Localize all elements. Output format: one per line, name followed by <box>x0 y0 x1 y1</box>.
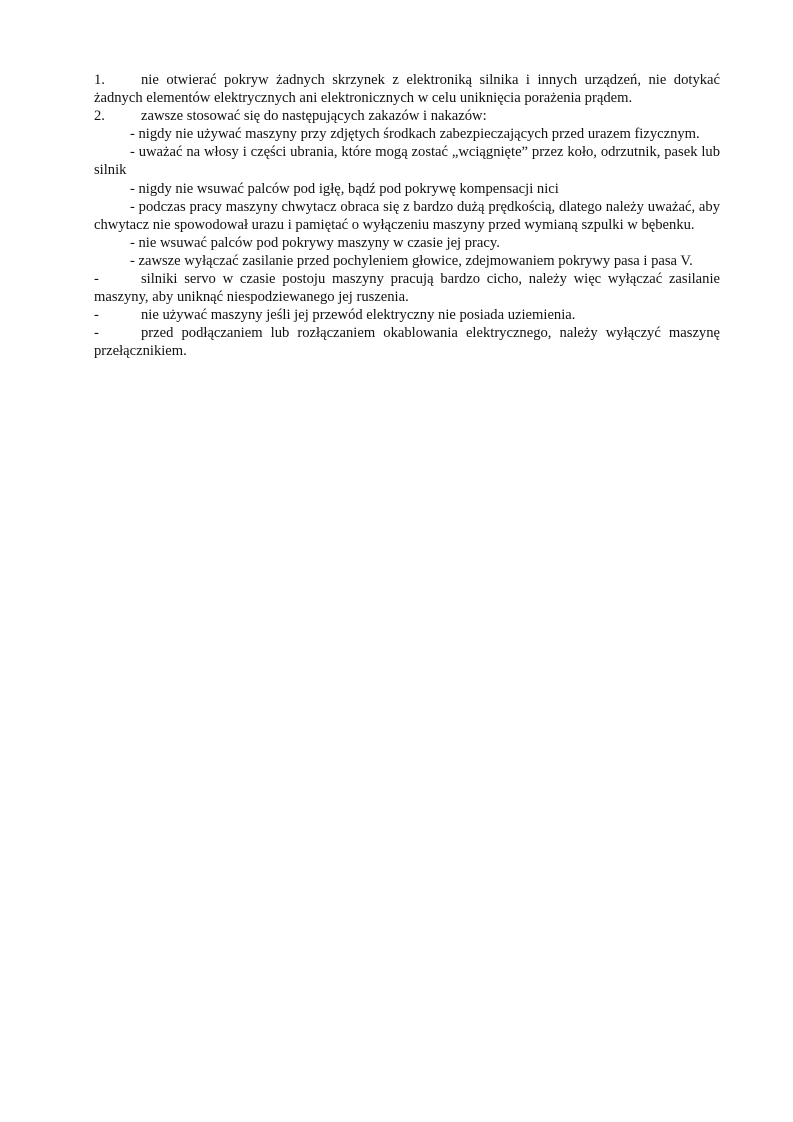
numbered-paragraph-2 <box>94 107 720 125</box>
paragraph-text: zawsze stosować się do następujących zakazów i nakazów: <box>141 108 487 125</box>
paragraph-text: nie używać maszyny jeśli jej przewód elektryczny nie posiada uziemienia. <box>141 307 576 324</box>
list-item: - uważać na włosy i części ubrania, które mogą zostać „wciągnięte” przez koło, odrzutnik, pasek lub silnik <box>94 144 720 179</box>
list-item: - nigdy nie używać maszyny przy zdjętych środkach zabezpieczających przed urazem fizycznym. <box>130 126 700 143</box>
list-item: - nie wsuwać palców pod pokrywy maszyny w czasie jej pracy. <box>130 234 500 251</box>
document-body <box>94 71 720 361</box>
list-item: - zawsze wyłączać zasilanie przed pochyleniem głowice, zdejmowaniem pokrywy pasa i pasa V. <box>130 252 693 269</box>
dash-paragraph-3 <box>94 324 720 360</box>
paragraph-number: 2. <box>94 108 105 125</box>
numbered-paragraph-1 <box>94 71 720 107</box>
dash-paragraph-2 <box>94 306 720 324</box>
paragraph-text: nie otwierać pokryw żadnych skrzynek z elektroniką silnika i innych urządzeń, nie dotykać żadnych elementów elektrycznych ani elektronicznych w celu uniknięcia porażenia prądem. <box>94 72 720 107</box>
dash-marker: - <box>94 271 99 288</box>
dash-paragraph-1 <box>94 270 720 306</box>
dash-marker: - <box>94 325 99 342</box>
paragraph-text: przed podłączaniem lub rozłączaniem okablowania elektrycznego, należy wyłączyć maszynę przełącznikiem. <box>94 325 720 360</box>
dash-marker: - <box>94 307 99 324</box>
paragraph-text: silniki servo w czasie postoju maszyny pracują bardzo cicho, należy więc wyłączać zasilanie maszyny, aby uniknąć niespodziewanego jej ruszenia. <box>94 271 720 306</box>
list-item: - nigdy nie wsuwać palców pod igłę, bądź pod pokrywę kompensacji nici <box>130 180 559 197</box>
list-item: - podczas pracy maszyny chwytacz obraca się z bardzo dużą prędkością, dlatego należy uważać, aby chwytacz nie spowodował urazu i pamiętać o wyłączeniu maszyny przed wymianą szpulki w bębenku. <box>94 198 720 233</box>
paragraph-number: 1. <box>94 72 105 88</box>
